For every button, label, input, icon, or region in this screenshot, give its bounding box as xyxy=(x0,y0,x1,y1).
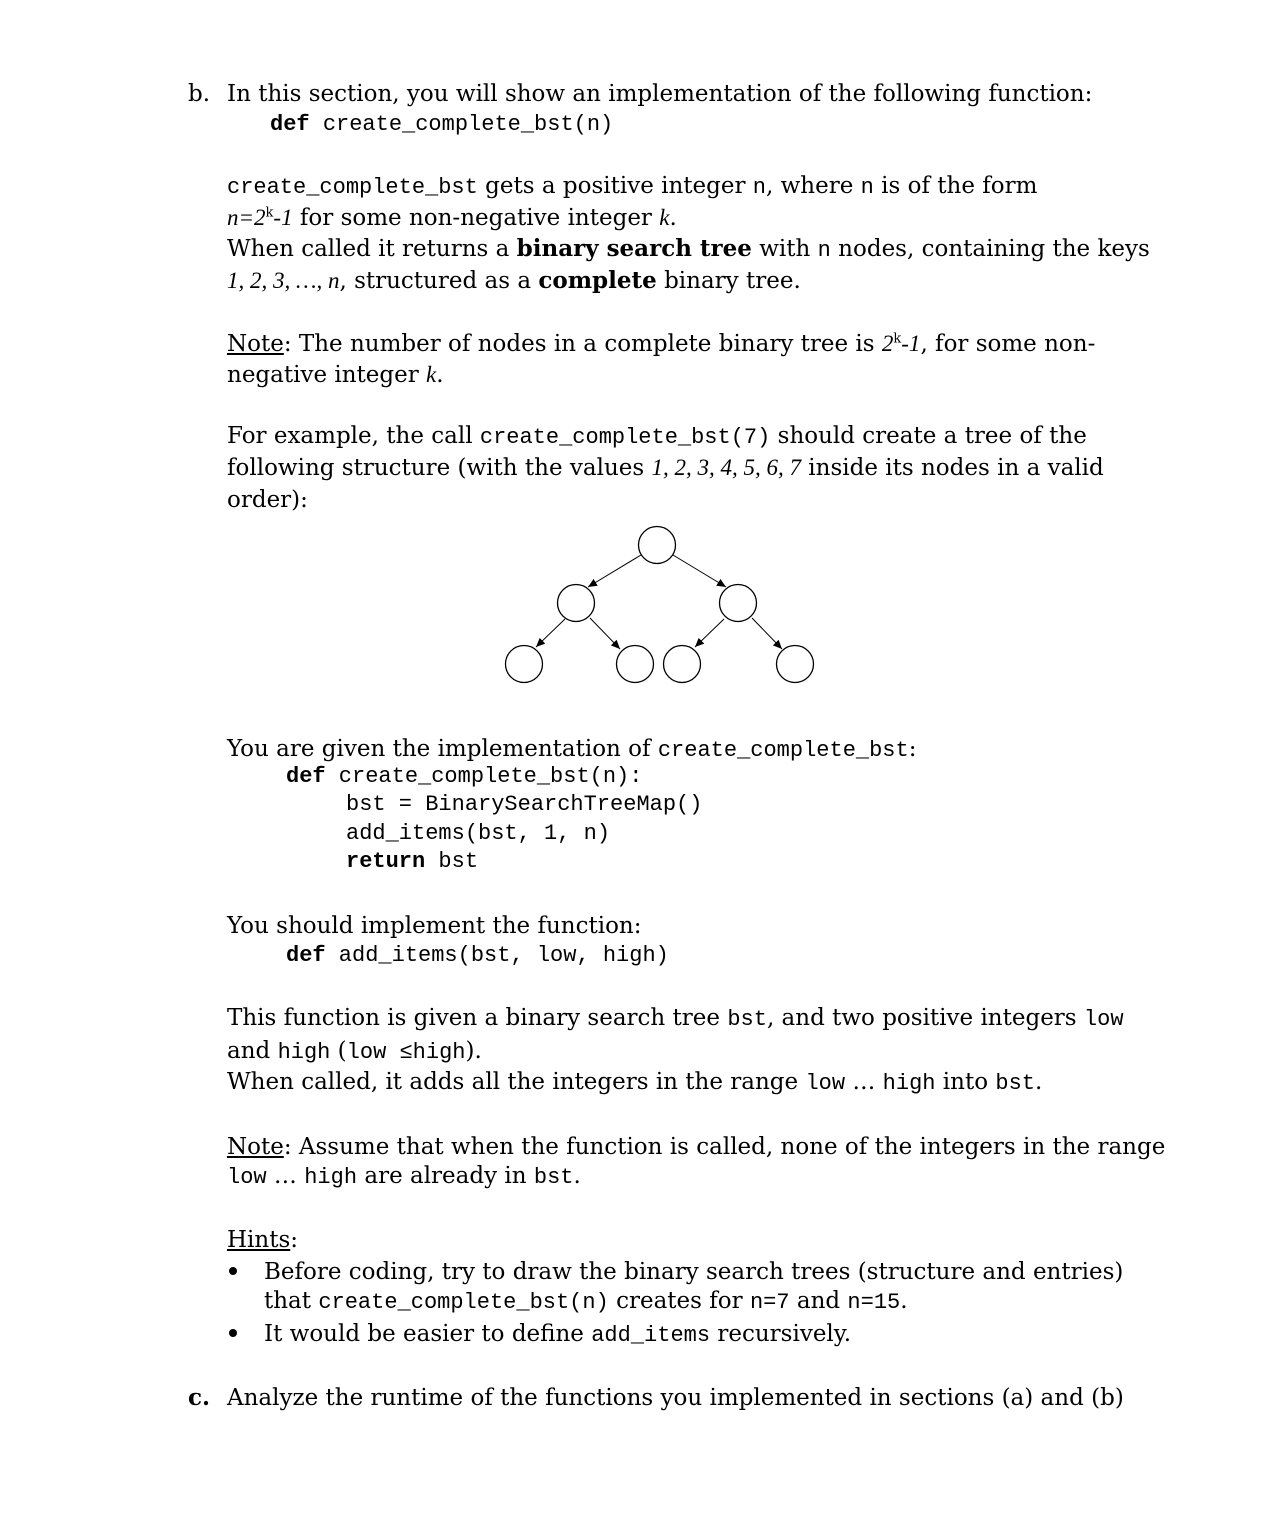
section-b-marker: b. xyxy=(188,81,211,107)
func-desc-line-2 xyxy=(227,1035,482,1069)
example-line-1 xyxy=(227,420,1087,454)
tree-edge xyxy=(695,619,724,647)
text: are already in xyxy=(357,1163,534,1189)
ellipsis: … xyxy=(266,1163,305,1189)
code-line-2 xyxy=(346,791,702,819)
text: It would be easier to define xyxy=(264,1321,592,1347)
var-n: n xyxy=(860,175,874,200)
formula-exponent: k xyxy=(265,205,274,221)
keyword-return: return xyxy=(346,849,426,874)
description-line-1 xyxy=(227,170,1037,204)
section-c-marker: c. xyxy=(188,1384,211,1411)
var-k: k xyxy=(659,205,670,230)
text: with xyxy=(751,236,818,262)
add-items-signature xyxy=(286,942,669,970)
code-text: n=7 xyxy=(749,1290,790,1315)
note-2-line-2 xyxy=(227,1160,581,1194)
keys: 1, 2, 3, …, n xyxy=(227,268,340,293)
code-line-4 xyxy=(346,848,478,876)
formula: 2 xyxy=(881,331,894,356)
text: : The number of nodes in a complete binary tree is xyxy=(283,331,882,357)
text: : xyxy=(908,736,917,762)
note-1-line-2 xyxy=(227,359,444,391)
example-call: create_complete_bst(7) xyxy=(479,425,771,450)
var-bst: bst xyxy=(727,1007,767,1032)
code-text: create_complete_bst(n) xyxy=(318,1290,609,1315)
example-line-2 xyxy=(227,452,1104,484)
hint-1-line-2 xyxy=(264,1285,908,1319)
tree-node xyxy=(720,585,757,622)
given-implementation-intro xyxy=(227,733,916,767)
tree-edge xyxy=(673,555,726,587)
text: . xyxy=(1034,1069,1043,1095)
tree-edge xyxy=(536,619,565,647)
tree-edge xyxy=(588,555,641,587)
implement-intro: You should implement the function: xyxy=(227,913,642,939)
text: : xyxy=(290,1227,299,1253)
values: 1, 2, 3, 4, 5, 6, 7 xyxy=(651,455,801,480)
text: ). xyxy=(465,1038,482,1064)
text: inside its nodes in a valid xyxy=(800,455,1104,481)
ellipsis: … xyxy=(845,1069,883,1095)
code-text: n=15 xyxy=(847,1290,901,1315)
text: creates for xyxy=(608,1288,750,1314)
text: ( xyxy=(330,1038,347,1064)
note-2-line-1 xyxy=(227,1131,1165,1163)
code-text: add_items(bst, 1, n) xyxy=(346,821,611,846)
tree-node xyxy=(639,527,676,564)
tree-node xyxy=(617,646,654,683)
text: and xyxy=(227,1038,278,1064)
var-n: n xyxy=(752,175,766,200)
text: gets a positive integer xyxy=(477,173,753,199)
hint-1-line-1: Before coding, try to draw the binary search trees (structure and entries) xyxy=(264,1259,1124,1285)
hint-2 xyxy=(264,1318,851,1352)
var-low: low xyxy=(1083,1007,1124,1032)
description-line-3 xyxy=(227,233,1150,267)
hints-label: Hints xyxy=(227,1227,291,1253)
tree-node xyxy=(506,646,543,683)
text: . xyxy=(436,362,444,388)
text: For example, the call xyxy=(227,423,480,449)
description-line-4 xyxy=(227,265,801,297)
formula: -1 xyxy=(901,331,921,356)
code-line-1 xyxy=(286,763,642,791)
text: When called it returns a xyxy=(227,236,517,262)
code-text: add_items xyxy=(591,1323,711,1348)
bullet xyxy=(229,1329,237,1337)
text: , where xyxy=(765,173,861,199)
text: into xyxy=(935,1069,996,1095)
text: negative integer xyxy=(227,362,427,388)
formula: n=2 xyxy=(227,205,266,230)
code-line-3 xyxy=(346,820,610,848)
text: This function is given a binary search tree xyxy=(227,1005,728,1031)
section-b-intro: In this section, you will show an implementation of the following function: xyxy=(227,81,1093,107)
var-high: high xyxy=(882,1071,936,1096)
func-desc-line-3 xyxy=(227,1066,1042,1100)
note-label: Note xyxy=(227,331,284,357)
formula-exponent: k xyxy=(893,331,902,347)
text: binary tree. xyxy=(656,268,801,294)
text: that xyxy=(264,1288,319,1314)
var-high: high xyxy=(277,1040,331,1065)
code-text: create_complete_bst(n): xyxy=(325,764,643,789)
function-signature xyxy=(270,111,613,139)
code-text: add_items(bst, low, high) xyxy=(325,943,669,968)
var-n: n xyxy=(817,238,831,263)
var-k: k xyxy=(426,362,437,387)
text: . xyxy=(573,1163,581,1189)
bold-term: complete xyxy=(538,267,657,294)
note-1-line-1 xyxy=(227,328,1095,360)
tree-diagram xyxy=(490,515,830,695)
text: following structure (with the values xyxy=(227,455,652,481)
signature-text: create_complete_bst(n) xyxy=(322,112,614,137)
text: . xyxy=(900,1288,908,1314)
note-label: Note xyxy=(227,1134,284,1160)
fn-name: create_complete_bst xyxy=(657,738,909,763)
text: . xyxy=(669,205,677,231)
text: nodes, containing the keys xyxy=(830,236,1150,262)
code-text: bst xyxy=(425,849,479,874)
bullet xyxy=(229,1267,237,1275)
section-c-text: Analyze the runtime of the functions you implemented in sections (a) and (b) xyxy=(227,1385,1124,1411)
text: : Assume that when the function is called, none of the integers in the range xyxy=(283,1134,1166,1160)
text: When called, it adds all the integers in the range xyxy=(227,1069,806,1095)
keyword-def: def xyxy=(270,112,310,137)
keyword-def: def xyxy=(286,943,326,968)
var-high: high xyxy=(304,1165,358,1190)
tree-edge xyxy=(590,618,620,649)
keyword-def: def xyxy=(286,764,326,789)
text: is of the form xyxy=(873,173,1038,199)
text: for some non-negative integer xyxy=(292,205,660,231)
formula: -1 xyxy=(273,205,293,230)
var-low: low xyxy=(227,1165,267,1190)
tree-node xyxy=(558,585,595,622)
text: , for some non- xyxy=(920,331,1096,357)
text: recursively. xyxy=(710,1321,852,1347)
var-bst: bst xyxy=(995,1071,1035,1096)
text: and xyxy=(789,1288,848,1314)
text: You are given the implementation of xyxy=(227,736,658,762)
tree-node xyxy=(664,646,701,683)
var-bst: bst xyxy=(533,1165,574,1190)
hints-heading xyxy=(227,1224,298,1256)
func-desc-line-1 xyxy=(227,1002,1124,1036)
text: , structured as a xyxy=(339,268,539,294)
code-text: bst = BinarySearchTreeMap() xyxy=(346,792,703,817)
tree-node xyxy=(777,646,814,683)
condition: low ≤high xyxy=(346,1040,466,1065)
fn-name: create_complete_bst xyxy=(227,175,478,200)
description-line-2 xyxy=(227,202,677,234)
text: should create a tree of the xyxy=(770,423,1087,449)
var-low: low xyxy=(805,1071,846,1096)
text: , and two positive integers xyxy=(766,1005,1084,1031)
example-line-3: order): xyxy=(227,487,308,513)
tree-edge xyxy=(752,618,782,649)
bold-term: binary search tree xyxy=(516,235,752,262)
